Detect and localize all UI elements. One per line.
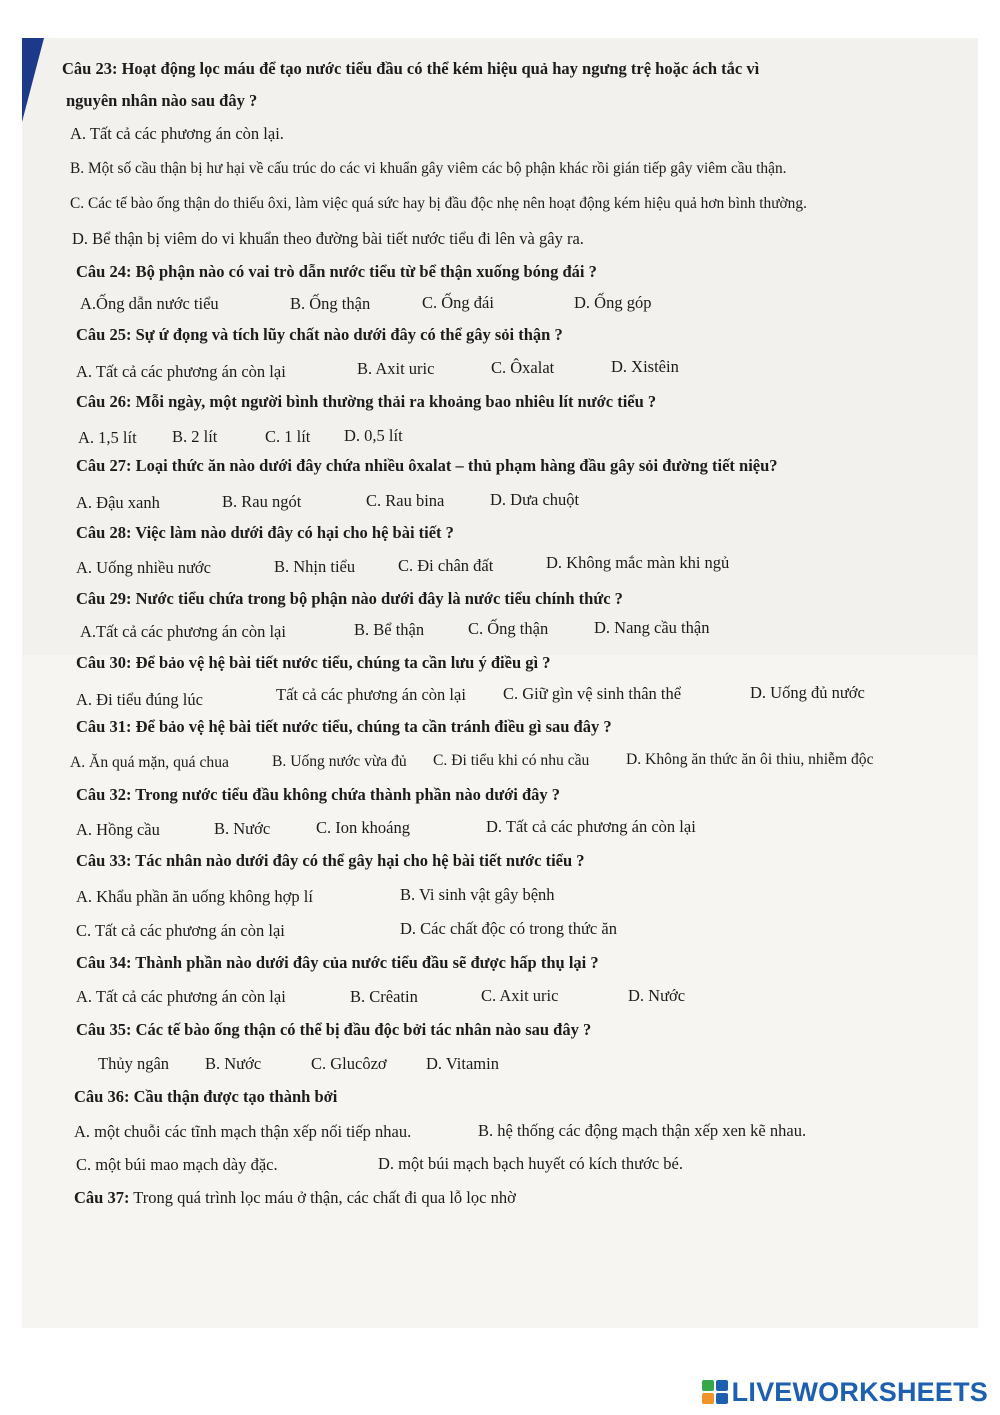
question-26: Câu 26: Mỗi ngày, một người bình thường thải ra khoảng bao nhiêu lít nước tiểu ? — [76, 392, 657, 411]
q26-option-b: B. 2 lít — [172, 427, 218, 446]
q27-option-d: D. Dưa chuột — [490, 490, 580, 509]
question-23: Câu 23: Hoạt động lọc máu để tạo nước tiểu đầu có thể kém hiệu quả hay ngưng trệ hoặc ách tắc vì — [62, 59, 760, 78]
q31-option-c: C. Đi tiểu khi có nhu cầu — [433, 752, 590, 769]
question-31: Câu 31: Để bảo vệ hệ bài tiết nước tiểu, chúng ta cần tránh điều gì sau đây ? — [76, 717, 612, 736]
q36-option-b: B. hệ thống các động mạch thận xếp xen kẽ nhau. — [478, 1121, 807, 1140]
q29-option-d: D. Nang cầu thận — [594, 618, 710, 637]
q31-option-d: D. Không ăn thức ăn ôi thiu, nhiễm độc — [626, 751, 874, 768]
q23-option-a: A. Tất cả các phương án còn lại. — [70, 124, 284, 143]
q31-option-b: B. Uống nước vừa đủ — [272, 753, 407, 770]
q23-option-d: D. Bể thận bị viêm do vi khuẩn theo đường bài tiết nước tiểu đi lên và gây ra. — [72, 229, 584, 248]
q31-option-a: A. Ăn quá mặn, quá chua — [70, 754, 229, 771]
question-35: Câu 35: Các tế bào ống thận có thể bị đầu độc bởi tác nhân nào sau đây ? — [76, 1020, 592, 1039]
q28-option-c: C. Đi chân đất — [398, 556, 494, 575]
q33-option-a: A. Khẩu phần ăn uống không hợp lí — [76, 887, 313, 906]
corner-mark — [22, 38, 44, 122]
q30-option-a: A. Đi tiểu đúng lúc — [76, 690, 203, 709]
q32-option-d: D. Tất cả các phương án còn lại — [486, 817, 696, 836]
question-23-cont: nguyên nhân nào sau đây ? — [66, 91, 258, 110]
q28-option-a: A. Uống nhiều nước — [76, 558, 211, 577]
q27-option-b: B. Rau ngót — [222, 492, 302, 511]
question-27: Câu 27: Loại thức ăn nào dưới đây chứa nhiều ôxalat – thủ phạm hàng đầu gây sỏi đường tiết niệu? — [76, 456, 778, 475]
q28-option-b: B. Nhịn tiểu — [274, 557, 356, 576]
q30-option-c: C. Giữ gìn vệ sinh thân thể — [503, 684, 682, 703]
q30-option-b: Tất cả các phương án còn lại — [276, 685, 466, 704]
q30-option-d: D. Uống đủ nước — [750, 683, 865, 702]
q25-option-c: C. Ôxalat — [491, 358, 555, 377]
question-37 — [74, 1187, 516, 1209]
q25-option-a: A. Tất cả các phương án còn lại — [76, 362, 286, 381]
q29-option-b: B. Bể thận — [354, 620, 425, 639]
q33-option-d: D. Các chất độc có trong thức ăn — [400, 919, 617, 938]
q32-option-c: C. Ion khoáng — [316, 818, 410, 837]
q26-option-d: D. 0,5 lít — [344, 426, 403, 445]
liveworksheets-brand: LIVEWORKSHEETS — [731, 1376, 988, 1407]
question-33: Câu 33: Tác nhân nào dưới đây có thể gây hại cho hệ bài tiết nước tiểu ? — [76, 851, 585, 870]
q34-option-b: B. Crêatin — [350, 987, 418, 1006]
q27-option-c: C. Rau bina — [366, 491, 445, 510]
q34-option-a: A. Tất cả các phương án còn lại — [76, 987, 286, 1006]
liveworksheets-logo-icon — [702, 1380, 728, 1404]
question-28: Câu 28: Việc làm nào dưới đây có hại cho hệ bài tiết ? — [76, 523, 454, 542]
question-36: Câu 36: Cầu thận được tạo thành bởi — [74, 1087, 338, 1106]
q35-option-c: C. Glucôzơ — [311, 1054, 387, 1073]
q23-option-c: C. Các tế bào ống thận do thiếu ôxi, làm việc quá sức hay bị đầu độc nhẹ nên hoạt động kém hiệu quả hơn bình thường. — [70, 195, 807, 212]
question-34: Câu 34: Thành phần nào dưới đây của nước tiểu đầu sẽ được hấp thụ lại ? — [76, 953, 599, 972]
liveworksheets-footer — [702, 1377, 988, 1407]
q36-option-c: C. một búi mao mạch dày đặc. — [76, 1155, 278, 1174]
q29-option-c: C. Ống thận — [468, 619, 549, 638]
question-37-number: Câu 37: — [74, 1188, 130, 1207]
q32-option-a: A. Hồng cầu — [76, 820, 160, 839]
question-29: Câu 29: Nước tiểu chứa trong bộ phận nào dưới đây là nước tiểu chính thức ? — [76, 589, 623, 608]
q34-option-c: C. Axit uric — [481, 986, 559, 1005]
q36-option-d: D. một búi mạch bạch huyết có kích thước bé. — [378, 1154, 683, 1173]
q24-option-b: B. Ống thận — [290, 294, 371, 313]
q23-option-b: B. Một số cầu thận bị hư hại về cấu trúc do các vi khuẩn gây viêm các bộ phận khác rồi gián tiếp gây viêm cầu thận. — [70, 160, 787, 177]
q26-option-a: A. 1,5 lít — [78, 428, 137, 447]
q35-option-a: Thủy ngân — [98, 1054, 170, 1073]
question-37-text: Trong quá trình lọc máu ở thận, các chất đi qua lỗ lọc nhờ — [129, 1188, 516, 1207]
q24-option-a: A.Ống dẫn nước tiểu — [80, 294, 219, 313]
q28-option-d: D. Không mắc màn khi ngủ — [546, 553, 730, 572]
q25-option-d: D. Xistêin — [611, 357, 679, 376]
question-30: Câu 30: Để bảo vệ hệ bài tiết nước tiểu, chúng ta cần lưu ý điều gì ? — [76, 653, 551, 672]
q36-option-a: A. một chuỗi các tĩnh mạch thận xếp nối tiếp nhau. — [74, 1122, 412, 1141]
q34-option-d: D. Nước — [628, 986, 686, 1005]
q29-option-a: A.Tất cả các phương án còn lại — [80, 622, 286, 641]
question-25: Câu 25: Sự ứ đọng và tích lũy chất nào dưới đây có thể gây sỏi thận ? — [76, 325, 563, 344]
q35-option-d: D. Vitamin — [426, 1054, 499, 1073]
q35-option-b: B. Nước — [205, 1054, 262, 1073]
q32-option-b: B. Nước — [214, 819, 271, 838]
q24-option-d: D. Ống góp — [574, 293, 652, 312]
q24-option-c: C. Ống đái — [422, 293, 494, 312]
q27-option-a: A. Đậu xanh — [76, 493, 160, 512]
q26-option-c: C. 1 lít — [265, 427, 311, 446]
q33-option-c: C. Tất cả các phương án còn lại — [76, 921, 285, 940]
q25-option-b: B. Axit uric — [357, 359, 435, 378]
question-32: Câu 32: Trong nước tiểu đầu không chứa thành phần nào dưới đây ? — [76, 785, 561, 804]
q33-option-b: B. Vi sinh vật gây bệnh — [400, 885, 555, 904]
question-24: Câu 24: Bộ phận nào có vai trò dẫn nước tiểu từ bể thận xuống bóng đái ? — [76, 262, 597, 281]
